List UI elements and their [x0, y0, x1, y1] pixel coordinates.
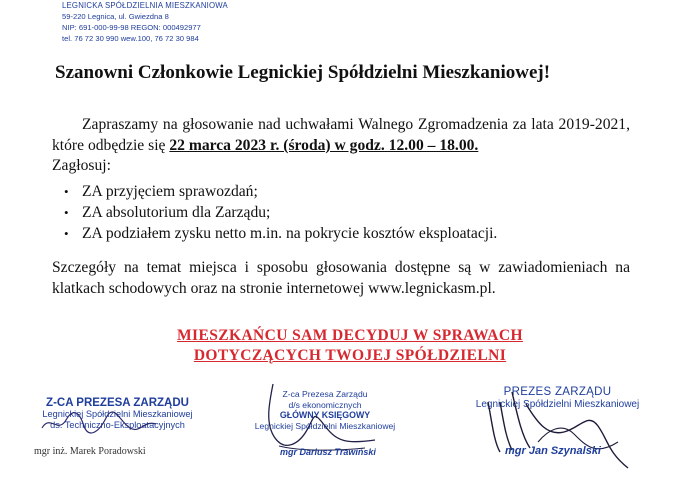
- signatory-name-left: mgr inż. Marek Poradowski: [34, 446, 146, 457]
- signature-title: Z-ca Prezesa Zarządu: [282, 389, 368, 399]
- signature-organization: Legnickiej Spółdzielni Mieszkaniowej: [475, 399, 640, 410]
- organization-ids: NIP: 691-000-99-98 REGON: 000492977: [62, 23, 201, 32]
- handwritten-signature-left: [40, 408, 160, 438]
- signature-role: GŁÓWNY KSIĘGOWY: [279, 410, 371, 420]
- bullet-icon: •: [64, 226, 69, 241]
- vote-label: Zagłosuj:: [52, 157, 111, 174]
- organization-stamp: [62, 0, 228, 44]
- organization-name: LEGNICKA SPÓŁDZIELNIA MIESZKANIOWA: [62, 1, 228, 10]
- signature-title: Z-CA PREZESA ZARZĄDU: [46, 397, 189, 409]
- vote-bullet-list: [64, 181, 497, 244]
- list-item: • ZA podziałem zysku netto m.in. na pokrycie kosztów eksploatacji.: [64, 225, 498, 242]
- intro-text: Zapraszamy na głosowanie nad uchwałami Walnego Zgromadzenia za lata 2019-2021, które odbędzie się: [52, 116, 630, 154]
- bullet-icon: •: [64, 205, 69, 220]
- slogan-line-1: MIESZKAŃCU SAM DECYDUJ W SPRAWACH: [177, 327, 523, 344]
- signatory-name-right: mgr Jan Szynalski: [505, 445, 601, 457]
- signature-title: PREZES ZARZĄDU: [503, 386, 612, 398]
- slogan-line-2: DOTYCZĄCYCH TWOJEJ SPÓŁDZIELNI: [193, 347, 507, 364]
- organization-phone: tel. 76 72 30 990 wew.100, 76 72 30 984: [62, 34, 199, 43]
- list-item: • ZA absolutorium dla Zarządu;: [64, 204, 271, 221]
- organization-address: 59-220 Legnica, ul. Gwiezdna 8: [62, 12, 169, 21]
- greeting-heading: Szanowni Członkowie Legnickiej Spółdzielni Mieszkaniowej!: [55, 62, 551, 83]
- signature-organization: Legnickiej Spółdzielni Mieszkaniowej: [254, 420, 396, 431]
- list-item: • ZA przyjęciem sprawozdań;: [64, 183, 258, 200]
- details-paragraph: Szczegóły na temat miejsca i sposobu głosowania dostępne są w zawiadomieniach na klatkach schodowych oraz na stronie internetowej www.legnickasm.pl.: [52, 259, 630, 297]
- signature-organization: Legnickiej Spółdzielni Mieszkaniowej: [42, 409, 193, 419]
- signature-department: d/s ekonomicznych: [288, 399, 362, 410]
- intro-paragraph: [52, 114, 630, 156]
- signature-department: ds. Techniczno-Eksploatacyjnych: [50, 420, 185, 430]
- bullet-icon: •: [64, 184, 69, 199]
- meeting-date-highlight: 22 marca 2023 r. (środa) w godz. 12.00 – 18.00.: [169, 137, 479, 154]
- signatory-name-middle: mgr Dariusz Trawiński: [280, 447, 376, 457]
- handwritten-signature-right: [478, 372, 648, 482]
